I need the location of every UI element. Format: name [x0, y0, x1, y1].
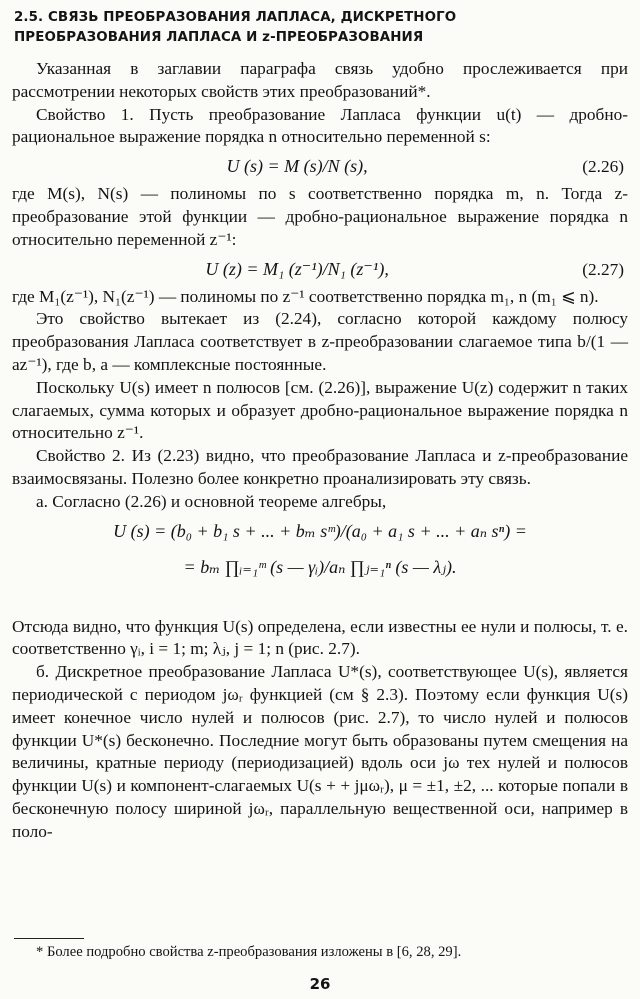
equation-2-26-formula: U (s) = M (s)/N (s),	[226, 156, 368, 177]
paragraph-where-m-n: где M(s), N(s) — полиномы по s соответственно порядка m, n. Тогда z-преобразование этой функции — дробно-рациональное выражение порядка n относительно переменной z⁻¹:	[12, 184, 628, 249]
equation-2-27	[12, 252, 628, 286]
equation-factorization-line-2: = bₘ ∏ᵢ₌₁ᵐ (s — γᵢ)/aₙ ∏ⱼ₌₁ⁿ (s — λⱼ).	[183, 556, 457, 577]
equation-2-26-number: (2.26)	[582, 157, 624, 177]
paragraph-item-a: а. Согласно (2.26) и основной теореме алгебры,	[36, 491, 387, 511]
equation-2-27-number: (2.27)	[582, 259, 624, 279]
paragraph-property-1: Свойство 1. Пусть преобразование Лапласа функции u(t) — дробно-рациональное выражение порядка n относительно переменной s:	[12, 104, 628, 147]
paragraph-n-poles: Поскольку U(s) имеет n полюсов [см. (2.26)], выражение U(z) содержит n таких слагаемых, сумма которых и образует дробно-рациональное выражение порядка n относительно z⁻¹.	[12, 377, 628, 443]
footnote-rule	[14, 938, 84, 939]
heading-line-1: 2.5. СВЯЗЬ ПРЕОБРАЗОВАНИЯ ЛАПЛАСА, ДИСКРЕТНОГО	[14, 10, 457, 25]
paragraph-item-b: б. Дискретное преобразование Лапласа U*(s), соответствующее U(s), является периодической с периодом jωᵣ функцией (см § 2.3). Поэтому если функция U(s) имеет конечное число нулей и полюсов (рис. 2.7), то число нулей и полюсов функции U*(s) бесконечно. Последние могут быть образованы путем смещения на величины, кратные периоду (периодизацией) вдоль оси jω тех нулей и полюсов функции U(s) и компонент-слагаемых U(s + + jμωᵣ), μ = ±1, ±2, ... которые попали в бесконечную полосу шириной jωᵣ, параллельную вещественной оси, например в поло-	[12, 662, 628, 841]
paragraph-intro: Указанная в заглавии параграфа связь удобно прослеживается при рассмотрении некоторых свойств этих преобразований*.	[12, 59, 628, 101]
paragraph-zeros-poles: Отсюда видно, что функция U(s) определена, если известны ее нули и полюсы, т. е. соответственно γᵢ, i = 1; m; λⱼ, j = 1; n (рис. 2.7).	[12, 616, 628, 659]
paragraph-where-m1-n1: где M₁(z⁻¹), N₁(z⁻¹) — полиномы по z⁻¹ соответственно порядка m₁, n (m₁ ⩽ n).	[12, 286, 599, 306]
equation-2-27-formula: U (z) = M₁ (z⁻¹)/N₁ (z⁻¹),	[205, 258, 389, 279]
equation-2-26	[12, 149, 628, 183]
equation-factorization	[12, 514, 628, 616]
equation-factorization-line-1: U (s) = (b₀ + b₁ s + ... + bₘ sᵐ)/(a₀ + a₁ s + ... + aₙ sⁿ) =	[113, 520, 527, 541]
section-heading	[14, 8, 624, 48]
paragraph-property-2: Свойство 2. Из (2.23) видно, что преобразование Лапласа и z-преобразование взаимосвязаны. Полезно более конкретно проанализировать эту связь.	[12, 446, 628, 488]
heading-line-2: ПРЕОБРАЗОВАНИЯ ЛАПЛАСА И z-ПРЕОБРАЗОВАНИЯ	[14, 30, 424, 45]
footnote: * Более подробно свойства z-преобразования изложены в [6, 28, 29].	[36, 944, 462, 960]
paragraph-property-follows: Это свойство вытекает из (2.24), согласно которой каждому полюсу преобразования Лапласа соответствует в z-преобразовании слагаемое типа b/(1 — az⁻¹), где b, a — комплексные постоянные.	[12, 309, 628, 374]
page-number: 26	[309, 975, 331, 993]
page-body	[12, 58, 628, 844]
